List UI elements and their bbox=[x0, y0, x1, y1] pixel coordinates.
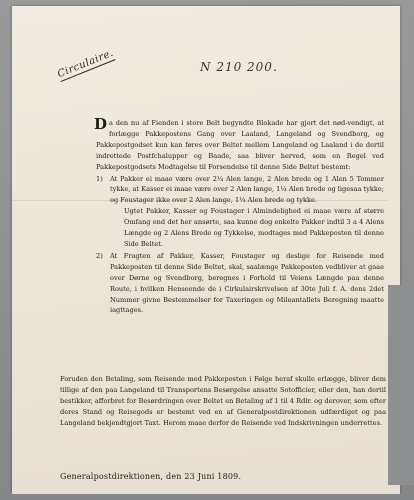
signature-line: Generalpostdirektionen, den 23 Juni 1809. bbox=[60, 472, 242, 481]
torn-edge bbox=[388, 285, 414, 485]
item-subtext: Ugtet Pakker, Kasser og Foustager i Almindelighed ei maae være af større Omfang end det her ansørte, saa kunne dog enkelte Pakker indtil 3 a 4 Alens Længde og 2 Alens Brede og Tykkelse, modtages med Pakkeposten til denne Side Beltet. bbox=[124, 207, 384, 248]
drop-cap: D bbox=[94, 115, 108, 133]
body-text bbox=[94, 115, 384, 316]
scan-bottom-edge bbox=[0, 494, 414, 500]
list-item bbox=[96, 174, 384, 250]
intro-paragraph bbox=[94, 115, 384, 173]
item-number: 1) bbox=[96, 174, 103, 183]
intro-text: a den nu af Fienden i store Belt begyndte Blokade har gjort det nød-vendigt, at forlægge Pakkepostens Gang over Laaland, Langeland og Svendborg, og Pakkepostgodset kun kan føres over Beltet mellem Langeland og Laaland i de dertil indrettede Postfchalupper og Baade, saa bliver herved, som en Regel ved Pakkepostgodsets Modtagelse til Forsendelse til denne Side Beltet bestemt: bbox=[96, 119, 384, 171]
item-number: 2) bbox=[96, 251, 103, 260]
list-item bbox=[96, 251, 384, 316]
closing-paragraph bbox=[60, 374, 386, 429]
closing-text: Foruden den Betaling, som Reisende med Pakkeposten i Følge heraf skulle erlægge, bliver dem tillige af den paa Langeland til Transportens Besørgelse ansatte Sotofficier, eller den, han dertil bestikker, afforbret for Besørdringen over Beltet en Betaling af 1 til 4 Rdlr. og derover, som efter deres Stand og Reisegods er bestemt ved en af Generalpostdirektionen udfærdiget og paa Langeland bekjendtgjort Taxt. Herom maae derfor de Reisende ved Indskrivningen underrettes. bbox=[60, 375, 386, 427]
circulaire-label: Circulaire. bbox=[56, 47, 116, 81]
item-text: At Fragten af Pakker, Kasser, Foustager og deslige for Reisende med Pakkeposten til denne Side Beltet, skal, saalænge Pakkeposten vedbliver at gaae over Dørne og Svendborg, beregnes i Forhold til Veiens Længde paa denne Route, i hvilken Henseende de i Cirkulairskrivelsen af 30te Juli f. A. dens 2det Nummer givne Bestemmelser for Taxeringen og Mileantallets Beregning maatte iagttages. bbox=[110, 251, 384, 315]
item-text: At Pakker ei maae være over 2¼ Alen lange, 2 Alen brede og 1 Alen 5 Tommer tykke, at Kasser ei maae være over 2 Alen lange, 1¼ Alen brede og ligesaa tykke; og Foustager ikke over 2 Alen lange, 1¼ Alen brede og tykke. bbox=[110, 174, 384, 205]
document-number: N 210 200. bbox=[200, 60, 278, 74]
